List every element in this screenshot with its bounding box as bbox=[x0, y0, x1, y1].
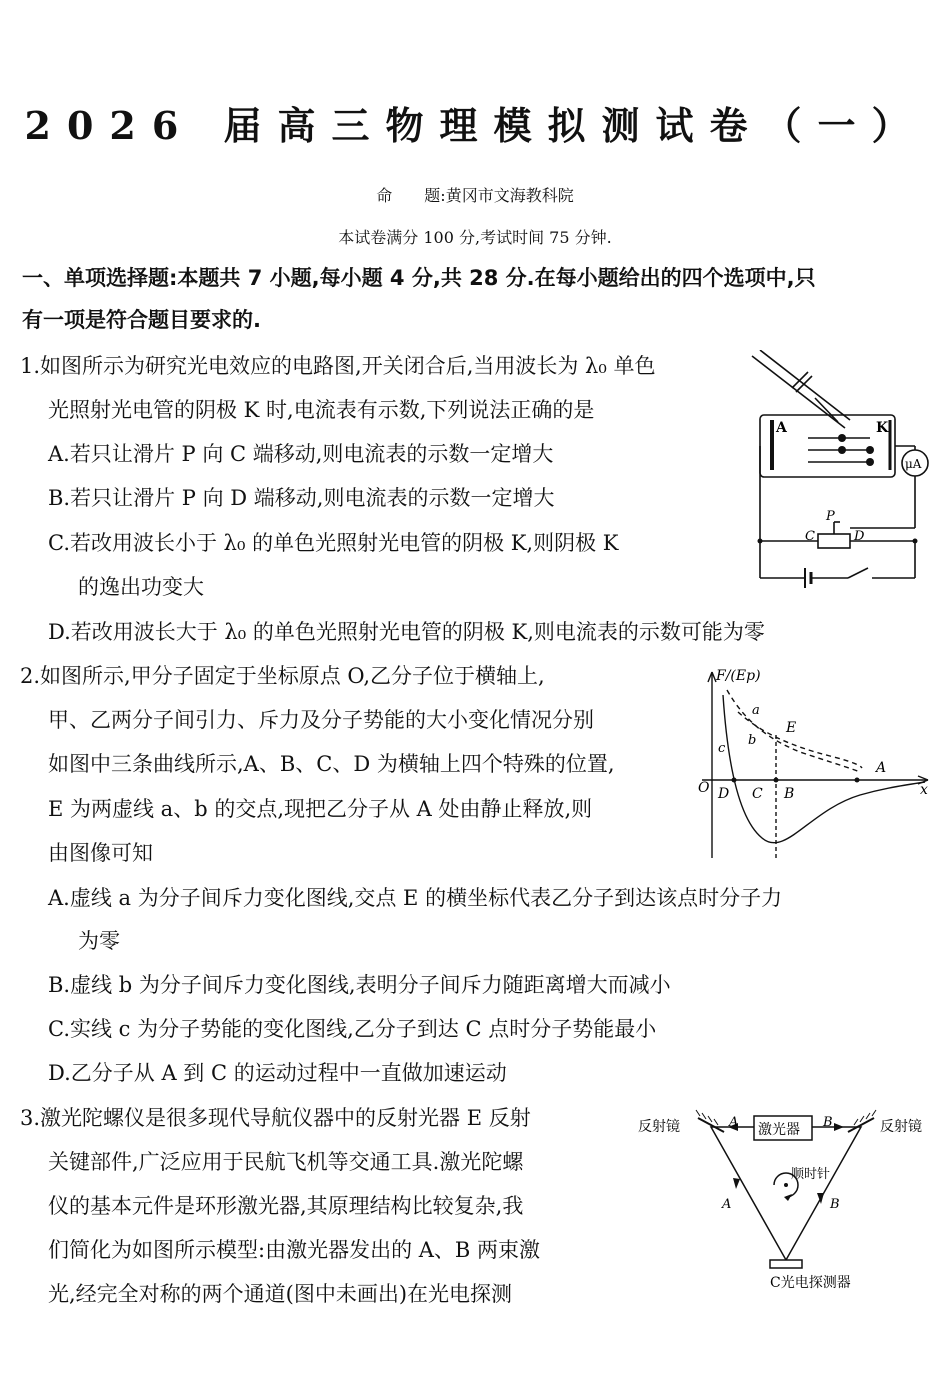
origin-label: O bbox=[698, 780, 710, 796]
beam-b-side-label: B bbox=[830, 1197, 840, 1212]
q2-stem-line2: 甲、乙两分子间引力、斥力及分子势能的大小变化情况分别 bbox=[48, 708, 594, 732]
q1-stem-line1: 1.如图所示为研究光电效应的电路图,开关闭合后,当用波长为 λ₀ 单色 bbox=[20, 354, 656, 378]
curve-c-label: c bbox=[718, 741, 726, 756]
laser-label: 激光器 bbox=[758, 1122, 800, 1138]
y-axis-label: F/(Ep) bbox=[716, 668, 761, 684]
end-d-label: D bbox=[854, 529, 865, 544]
q2-option-a-line2: 为零 bbox=[78, 929, 120, 953]
q2-option-c: C.实线 c 为分子势能的变化图线,乙分子到达 C 点时分子势能最小 bbox=[48, 1017, 657, 1041]
q2-option-a-line1: A.虚线 a 为分子间斥力变化图线,交点 E 的横坐标代表乙分子到达该点时分子力 bbox=[48, 886, 783, 910]
beam-a-top-label: A bbox=[729, 1115, 739, 1130]
page-title: 2026 届高三物理模拟测试卷（一） bbox=[24, 103, 926, 148]
q1-option-c-line2: 的逸出功变大 bbox=[78, 575, 204, 599]
left-mirror-label: 反射镜 bbox=[638, 1119, 680, 1135]
point-a-label: A bbox=[876, 760, 887, 776]
q3-stem-line1: 3.激光陀螺仪是很多现代导航仪器中的反射光器 E 反射 bbox=[20, 1106, 531, 1130]
section1-heading-line2: 有一项是符合题目要求的. bbox=[22, 308, 261, 332]
q2-option-d: D.乙分子从 A 到 C 的运动过程中一直做加速运动 bbox=[48, 1061, 507, 1085]
ammeter-label: μA bbox=[905, 457, 922, 471]
point-d-label: D bbox=[718, 786, 730, 802]
q2-stem-line5: 由图像可知 bbox=[48, 841, 153, 865]
end-c-label: C bbox=[805, 529, 815, 544]
laser-gyro-figure bbox=[636, 1100, 936, 1298]
curve-b-label: b bbox=[748, 733, 757, 748]
q3-stem-line4: 们简化为如图所示模型:由激光器发出的 A、B 两束激 bbox=[48, 1238, 541, 1262]
q1-option-a: A.若只让滑片 P 向 C 端移动,则电流表的示数一定增大 bbox=[48, 442, 554, 466]
point-c-label: C bbox=[752, 786, 763, 802]
q3-stem-line2: 关键部件,广泛应用于民航飞机等交通工具.激光陀螺 bbox=[48, 1150, 524, 1174]
q2-option-b: B.虚线 b 为分子间斥力变化图线,表明分子间斥力随距离增大而减小 bbox=[48, 973, 671, 997]
beam-b-top-label: B bbox=[823, 1115, 833, 1130]
q3-stem-line3: 仪的基本元件是环形激光器,其原理结构比较复杂,我 bbox=[48, 1194, 524, 1218]
section1-heading bbox=[22, 257, 937, 341]
cathode-label: K bbox=[876, 420, 889, 436]
x-axis-label: x bbox=[920, 782, 928, 798]
q1-option-c-line1: C.若改用波长小于 λ₀ 的单色光照射光电管的阴极 K,则阴极 K bbox=[48, 531, 619, 555]
anode-label: A bbox=[776, 420, 787, 436]
detector-label: C光电探测器 bbox=[770, 1275, 851, 1291]
molecular-force-graph bbox=[690, 660, 935, 860]
right-mirror-label: 反射镜 bbox=[880, 1119, 922, 1135]
slider-p-label: P bbox=[826, 509, 835, 524]
author-line: 命 题:黄冈市文海教科院 bbox=[376, 186, 574, 205]
photoelectric-circuit-figure bbox=[750, 350, 935, 590]
curve-a-label: a bbox=[752, 703, 760, 718]
point-e-label: E bbox=[786, 720, 797, 736]
section1-heading-line1: 一、单项选择题:本题共 7 小题,每小题 4 分,共 28 分.在每小题给出的四个选项中,只 bbox=[22, 266, 816, 290]
q2-stem-line1: 2.如图所示,甲分子固定于坐标原点 O,乙分子位于横轴上, bbox=[20, 664, 545, 688]
q3-stem-line5: 光,经完全对称的两个通道(图中未画出)在光电探测 bbox=[48, 1282, 513, 1306]
clockwise-label: 顺时针 bbox=[791, 1167, 831, 1182]
q1-option-b: B.若只让滑片 P 向 D 端移动,则电流表的示数一定增大 bbox=[48, 486, 555, 510]
q2-stem-line3: 如图中三条曲线所示,A、B、C、D 为横轴上四个特殊的位置, bbox=[48, 752, 615, 776]
q1-stem-line2: 光照射光电管的阴极 K 时,电流表有示数,下列说法正确的是 bbox=[48, 398, 595, 422]
q1-option-d: D.若改用波长大于 λ₀ 的单色光照射光电管的阴极 K,则电流表的示数可能为零 bbox=[48, 620, 765, 644]
q2-stem-line4: E 为两虚线 a、b 的交点,现把乙分子从 A 处由静止释放,则 bbox=[48, 797, 593, 821]
exam-info: 本试卷满分 100 分,考试时间 75 分钟. bbox=[338, 228, 612, 247]
point-b-label: B bbox=[784, 786, 795, 802]
beam-a-side-label: A bbox=[722, 1197, 732, 1212]
